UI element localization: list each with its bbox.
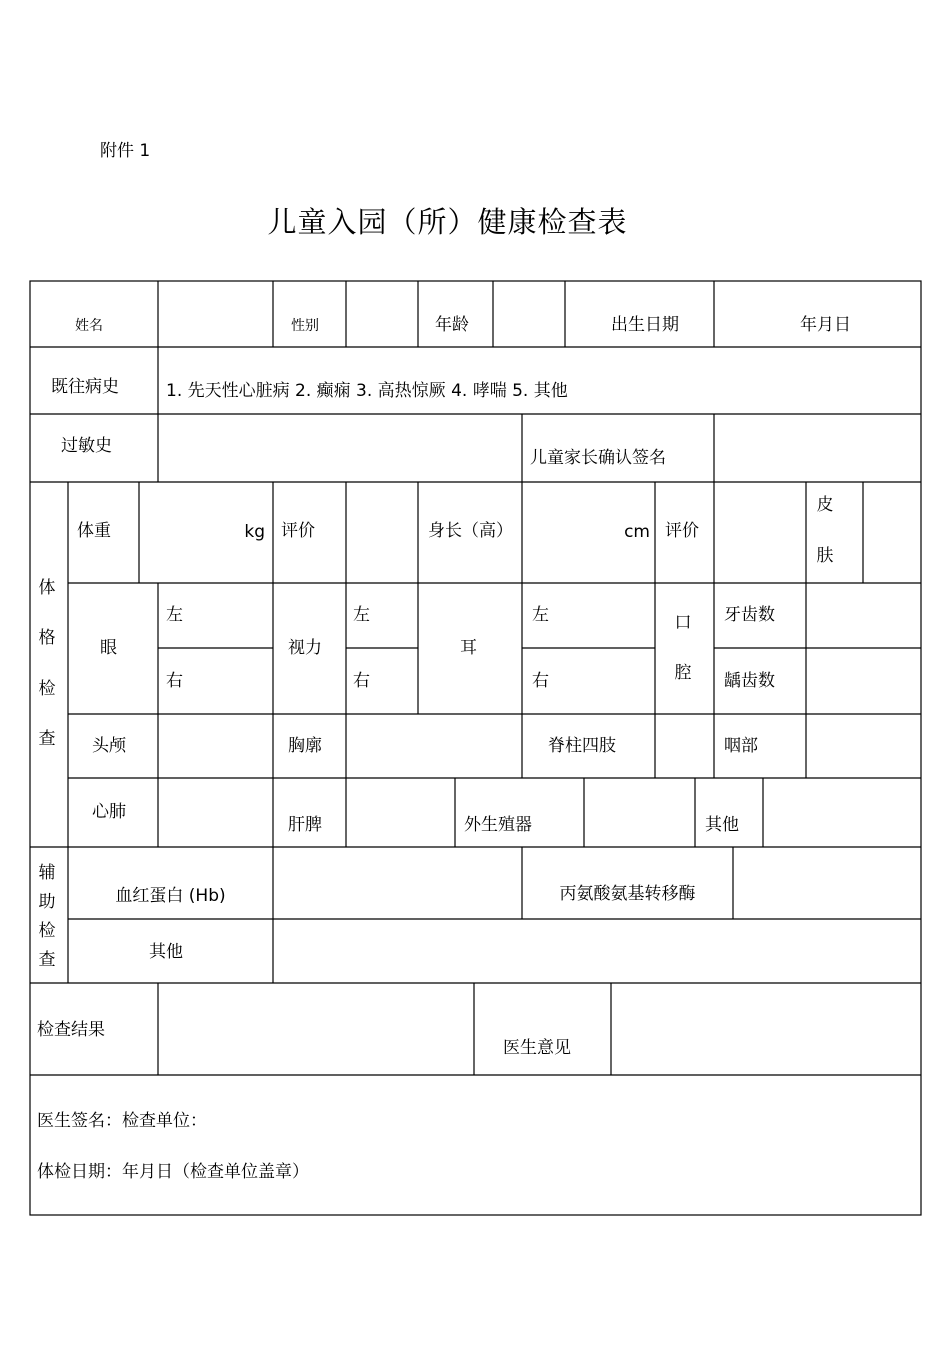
parent-confirm-label: 儿童家长确认签名 — [530, 448, 666, 468]
hemoglobin-label: 血红蛋白 (Hb) — [115, 886, 226, 906]
head-label: 头颅 — [92, 736, 126, 756]
birth-date-label: 出生日期 — [611, 315, 679, 335]
alt-label: 丙氨酸氨基转移酶 — [559, 884, 696, 904]
weight-evaluation-label: 评价 — [281, 521, 315, 541]
eye-right-label: 右 — [166, 671, 183, 691]
auxiliary-section-char-1: 辅 — [38, 863, 56, 883]
weight-label: 体重 — [77, 521, 111, 541]
skin-char-1: 皮 — [816, 495, 834, 515]
ear-label: 耳 — [460, 638, 477, 658]
vision-left-label: 左 — [353, 605, 370, 625]
mouth-char-1: 口 — [674, 613, 692, 633]
liver-spleen-label: 肝脾 — [288, 815, 322, 835]
caries-count-label: 龋齿数 — [724, 671, 775, 691]
ear-right-label: 右 — [532, 671, 549, 691]
doctor-signature-line: 医生签名：检查单位： — [37, 1111, 207, 1131]
doctor-opinion-label: 医生意见 — [503, 1038, 571, 1058]
chest-label: 胸廓 — [288, 736, 322, 756]
auxiliary-section-char-3: 检 — [38, 921, 56, 941]
age-label: 年龄 — [435, 315, 469, 335]
result-label: 检查结果 — [37, 1020, 105, 1040]
weight-unit: kg — [244, 522, 265, 542]
exam-date-line: 体检日期：年月日（检查单位盖章） — [37, 1162, 309, 1182]
spine-limbs-label: 脊柱四肢 — [548, 736, 616, 756]
height-evaluation-label: 评价 — [665, 521, 699, 541]
auxiliary-other-label: 其他 — [149, 942, 183, 962]
teeth-count-label: 牙齿数 — [724, 605, 775, 625]
physical-section-char-2: 格 — [38, 628, 56, 648]
history-options: 1. 先天性心脏病 2. 癫痫 3. 高热惊厥 4. 哮喘 5. 其他 — [166, 381, 568, 401]
eye-label: 眼 — [100, 638, 117, 658]
auxiliary-section-char-2: 助 — [38, 892, 56, 912]
physical-section-char-4: 查 — [38, 729, 56, 749]
vision-right-label: 右 — [353, 671, 370, 691]
vision-label: 视力 — [288, 638, 322, 658]
auxiliary-section-char-4: 查 — [38, 950, 56, 970]
name-label: 姓名 — [75, 318, 103, 334]
physical-other-label: 其他 — [705, 815, 739, 835]
allergy-label: 过敏史 — [61, 436, 112, 456]
pharynx-label: 咽部 — [724, 736, 758, 756]
height-label: 身长（高） — [428, 521, 513, 541]
genitals-label: 外生殖器 — [464, 815, 532, 835]
attachment-label: 附件 1 — [100, 141, 151, 161]
mouth-char-2: 腔 — [674, 663, 692, 683]
physical-section-char-1: 体 — [38, 578, 56, 598]
eye-left-label: 左 — [166, 605, 183, 625]
heart-lung-label: 心肺 — [92, 802, 126, 822]
skin-char-2: 肤 — [816, 546, 834, 566]
height-unit: cm — [624, 522, 650, 542]
date-format-label: 年月日 — [800, 315, 851, 335]
physical-section-char-3: 检 — [38, 679, 56, 699]
form-title: 儿童入园（所）健康检查表 — [267, 205, 628, 239]
gender-label: 性别 — [291, 318, 319, 334]
history-label: 既往病史 — [51, 377, 119, 397]
ear-left-label: 左 — [532, 605, 549, 625]
